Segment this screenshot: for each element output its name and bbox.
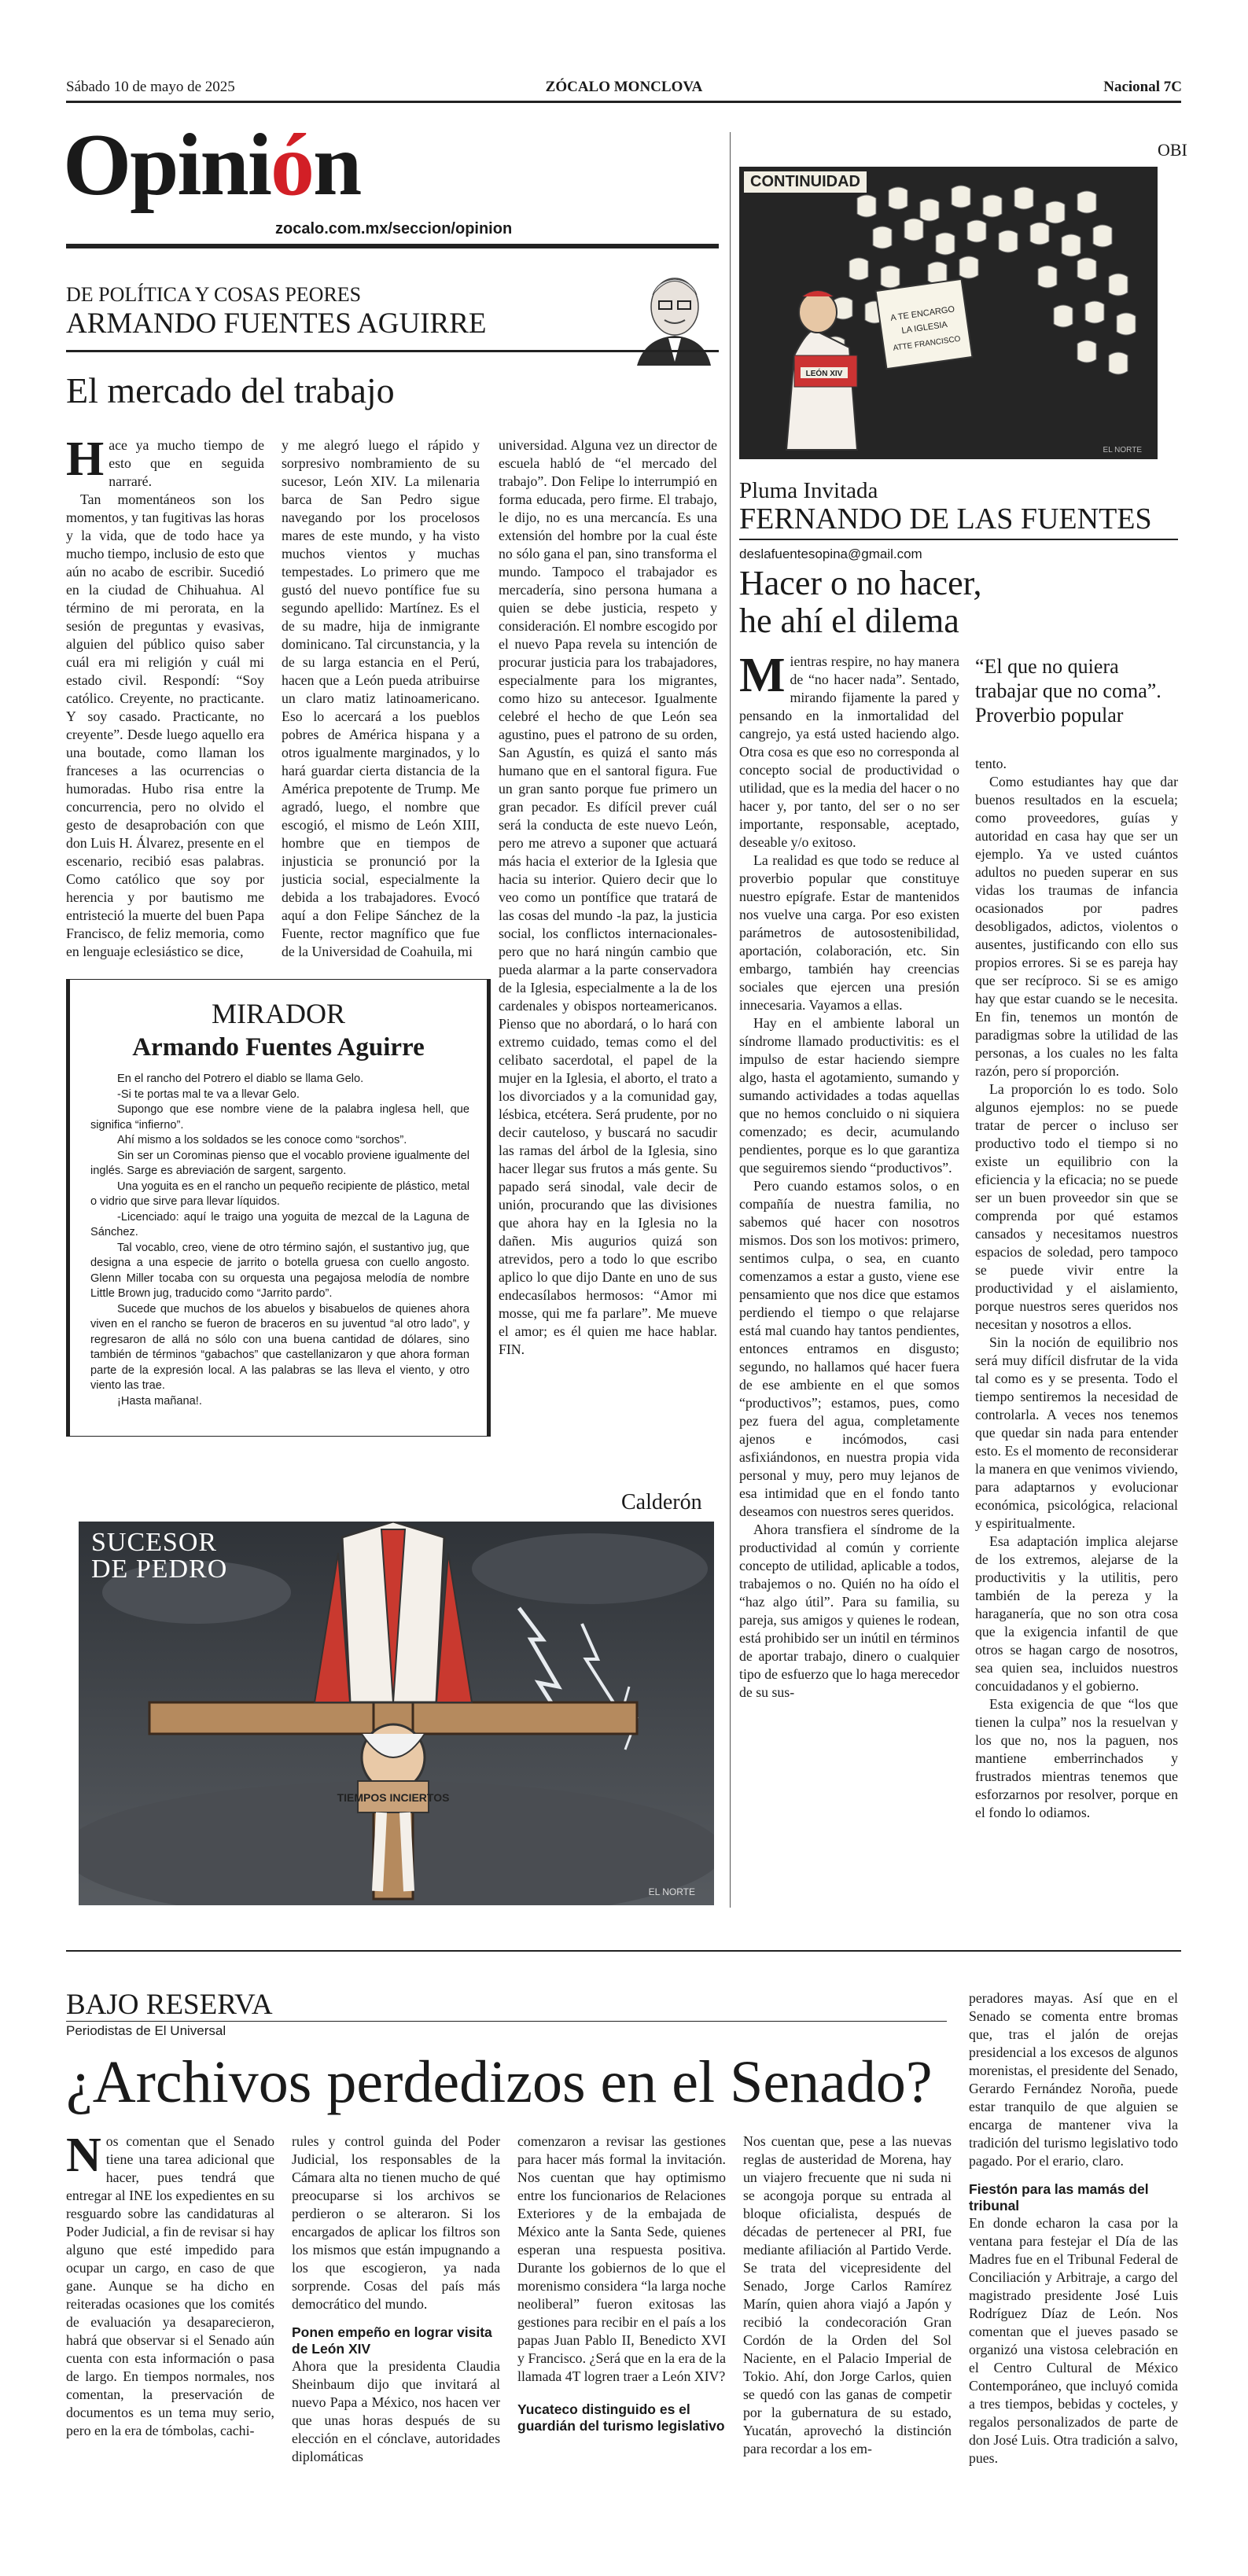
paragraph: ientras respire, no hay manera de “no hacer nada”. Sentado, mirando fijamente la pared y pensando en la inmortalidad del cangrejo, ya está usted haciendo algo. Otra cosa es que eso no corresponda al concepto social de productividad o utilidad, que es la media del hacer o no hacer y, por tanto, del ser o no ser importante, responsable, aceptado, deseable y/o exitoso.: [739, 653, 959, 850]
guest-author: FERNANDO DE LAS FUENTES: [739, 502, 1152, 535]
page-date: Sábado 10 de mayo de 2025: [66, 79, 235, 95]
pull-quote: [975, 654, 1176, 727]
cartoon-credit: EL NORTE: [648, 1886, 695, 1897]
opinion-masthead: [63, 118, 360, 212]
paragraph: Sin la noción de equilibrio nos será muy difícil disfrutar de la vida tal como es y se presenta. Todo el tiempo sentiremos la necesidad de controlarla. A veces nos tenemos que quedar sin nada para entender esto. Es el momento de reconsiderar la manera en que venimos viviendo, para adaptarnos y evolucionar económica, psicológica, relacional y espiritualmente.: [975, 1334, 1178, 1531]
masthead-text: Opini: [63, 116, 271, 214]
svg-text:LA IGLESIA: LA IGLESIA: [900, 319, 948, 336]
author-email[interactable]: deslafuentesopina@gmail.com: [739, 546, 922, 561]
cartoon-title: [91, 1529, 227, 1583]
paragraph: La proporción lo es todo. Solo algunos ejemplos: no se puede tratar de percer o incluso ser productivo todo el tiempo si no existe un equilibrio con la eficiencia y la eficacia; no se puede ser un buen proveedor sin que se comprenda por qué estamos cansados y necesitamos nuestros espacios de soledad, pero tampoco se puede vivir entre la productividad y el aislamiento, porque nuestros seres queridos nos necesitan y nosotros a ellos.: [975, 1081, 1178, 1332]
bajo-reserva-headline: ¿Archivos perdedizos en el Senado?: [66, 2049, 933, 2115]
paragraph: y me alegró luego el rápido y sorpresivo nombramiento de su sucesor, León XIV. La milenaria barca de San Pedro sigue navegando por los procelosos mares de este mundo, y ha visto muchos vientos y muchas tempestades. Lo primero que me gustó del nuevo pontífice fue su segundo apellido: Martínez. Es el de su madre, hija de inmigrante dominicano. Tal circunstancia, y la de su larga estancia en el Perú, hacen que a León pueda atribuirse un claro matiz latinoamericano. Eso lo acercará a los pueblos pobres de América hispana y a otros igualmente marginados, y lo hará guardar cierta distancia de la América prepotente de Trump. Me agradó, luego, el nombre que escogió, el mismo de León XIII, hombre que en tiempos de injusticia se pronunció por la justicia social, especialmente la debida a los trabajadores. Evocó aquí a don Felipe Sánchez de la Fuente, rector magnífico que fue de la Universidad de Coahuila, mi: [282, 437, 480, 959]
bajo-reserva-col-1: Nos comentan que el Senado tiene una tarea adicional que hacer, pues tendrá que entregar al INE los expedientes en su resguardo sobre las candidaturas al Poder Judicial, a fin de revisar si hay alguno que esté impedido para ocupar un cargo, en caso de que gane. Aunque se ha dicho en reiteradas ocasiones que los comités de evaluación ya desaparecieron, habrá que observar si el Senado aún cuenta con esta información o pasa de largo. En tiempos normales, nos comentan, la preservación de documentos es un tema muy serio, pero en la era de tómbolas, cachi-: [66, 2133, 274, 2438]
paragraph: universidad. Alguna vez un director de escuela habló de “el mercado del trabajo”. Don Felipe lo interrumpió en forma educada, pero firme. El trabajo, le dijo, no es una mercancía. Es una extensión del hombre por la cual éste no sólo gana el pan, sino transforma el mundo. Tampoco el trabajador es mercadería, sino persona humana a quien se debe justicia, respeto y consideración. El nombre escogido por el nuevo Papa revela su intención de procurar justicia para los trabajadores, especialmente para los migrantes, como hizo su antecesor. Igualmente celebré el hecho de que León sea agustino, pues el patrono de su orden, San Agustín, es quizá el santo más humano que en el santoral figura. Fue un gran santo porque fue primero un gran pecador. Es difícil prever cuál será la conducta de este nuevo León, pero me atrevo a suponer que actuará más hacia el exterior de la Iglesia que hacia su interior. Quiero decir que lo veo como un pontífice que tratará de las cosas del mundo -la paz, la justicia social, los conflictos internacionales- pero que no hará ningún cambio que pueda alarmar a la parte conservadora de la Iglesia, especialmente a la de los cardenales y obispos norteamericanos. Pienso que no abordará, o lo hará con extremo cuidado, temas como el del celibato sacerdotal, el papel de la mujer en la Iglesia, el aborto, el trato a los divorciados y a la comunidad gay, lésbica, etcétera. Será prudente, por no decir cauteloso, y buscará no sacudir las ramas del árbol de la Iglesia, sino hacer llegar sus frutos a más gente. Su papado será sinodal, vale decir de unión, procurando que las divisiones que ahora hay en la Iglesia no la dañen. Mis augurios quizá son atrevidos, pero a todo lo que escribo aplico lo que dijo Dante en uno de sus endecasílabos hermosos: “Amor mi mosse, qui me fa parlare”. Me mueve el amor; es él quien me hace hablar. FIN.: [499, 437, 717, 1357]
mirador-line: Sucede que muchos de los abuelos y bisabuelos de quienes ahora viven en el rancho se fueron de braceros en su juventud “al otro lado”, y regresaron de allá no sólo con una buena cantidad de dólares, sino también de términos “gabachos” que castellanizaron y que ahora forman parte de la expresión local. A las palabras se las lleva el viento, y otro viento las trae.: [90, 1302, 469, 1392]
obi-title: CONTINUIDAD: [744, 171, 867, 193]
mirador-line: Supongo que ese nombre viene de la palabra inglesa hell, que significa “infierno”.: [90, 1103, 469, 1132]
mirador-title: MIRADOR: [211, 998, 345, 1029]
mirador-line: ¡Hasta mañana!.: [117, 1394, 202, 1408]
bajo-reserva-kicker: BAJO RESERVA: [66, 1989, 273, 2021]
mirador-line: Tal vocablo, creo, viene de otro término sajón, el sustantivo jug, que designa a una especie de jarrito o botella gruesa con cuello angosto. Glenn Miller tocaba con su orquesta una pegajosa melodía de nombre Little Brown jug, traducido como “Jarrito pardo”.: [90, 1241, 469, 1300]
paragraph: En donde echaron la casa por la ventana para festejar el Día de las Madres fue en el Tribunal Federal de Conciliación y Arbitraje, a cargo del magistrado presidente José Luis Rodríguez Díaz de León. Nos comentan que el jueves pasado se organizó una vistosa celebración en el Centro Cultural de México Contemporáneo, que incluyó comida a tres tiempos, bebidas y cocteles, y regalos personalizados de parte de don José Luis. Otra tradición a salvo, pues.: [969, 2215, 1178, 2466]
mirador-box: [66, 979, 491, 1437]
calderon-cartoon: [79, 1522, 714, 1905]
mirador-line: En el rancho del Potrero el diablo se llama Gelo.: [117, 1073, 364, 1085]
cartoon-title-line2: DE PEDRO: [91, 1555, 228, 1584]
bajo-reserva-source: Periodistas de El Universal: [66, 2023, 226, 2038]
column-left-body-3: [499, 436, 717, 1522]
mirador-body: [70, 1062, 487, 1409]
paragraph: Esta exigencia de que “los que tienen la culpa” nos la resuelvan y los que no, nos la paguen, nos mantiene emberrinchados y frustrados mientras tenemos que esforzarnos por resolver, porque en el fondo lo odiamos.: [975, 1696, 1178, 1820]
column-kicker: DE POLÍTICA Y COSAS PEORES: [66, 283, 362, 306]
paragraph: os comentan que el Senado tiene una tarea adicional que hacer, pues tendrá que entregar al INE los expedientes en su resguardo sobre las candidaturas al Poder Judicial, a fin de revisar si hay alguno que esté impedido para ocupar un cargo, en caso de que gane. Aunque se ha dicho en reiteradas ocasiones que los comités de evaluación ya desaparecieron, habrá que observar si el Senado aún cuenta con esta información o pasa de largo. En tiempos normales, nos comentan, la preservación de documentos es un tema muy serio, pero en la era de tómbolas, cachi-: [66, 2133, 274, 2438]
paragraph: rules y control guinda del Poder Judicial, los responsables de la Cámara alta no tienen mucho de qué preocuparse si los archivos se perdieron o se alteraron. Si los encargados de aplicar los filtros son los mismos que están impugnando a los que escogieron, ya nada sorprende. Cosas del país más democrático del mundo.: [292, 2133, 500, 2312]
paragraph: Hay en el ambiente laboral un síndrome llamado productivitis: es el impulso de estar haciendo siempre algo, hasta el agotamiento, sumando y sumando actividades a todas aquellas que no hemos concluido o ni siquiera comenzado; es decir, acumulando pendientes, porque es lo que garantiza que seguiremos siendo “productivos”.: [739, 1015, 959, 1176]
publication-name: ZÓCALO MONCLOVA: [545, 79, 703, 95]
bajo-reserva-col-4: [743, 2133, 952, 2526]
svg-text:A TE ENCARGO: A TE ENCARGO: [889, 304, 955, 323]
paragraph: Ahora que la presidenta Claudia Sheinbaum dijo que invitará al nuevo Papa a México, nos hacen ver que unas horas después de su elección en el cónclave, autoridades diplomáticas: [292, 2358, 500, 2464]
section-url[interactable]: zocalo.com.mx/seccion/opinion: [275, 220, 513, 237]
cartoon-sign: TIEMPOS INCIERTOS: [337, 1791, 450, 1804]
mirador-line: Ahí mismo a los soldados se les conoce como “sorchos”.: [117, 1134, 407, 1146]
masthead-accent: ó: [270, 116, 313, 214]
guest-kicker: Pluma Invitada: [739, 478, 878, 503]
mirador-line: -Licenciado: aquí le traigo una yoguita de mezcal de la Laguna de Sánchez.: [90, 1210, 469, 1238]
obi-credit: EL NORTE: [1103, 446, 1142, 454]
mirador-line: Una yoguita es en el rancho un pequeño recipiente de plástico, metal o vidrio que sirve para llevar líquidos.: [90, 1179, 469, 1208]
obi-tag: LEÓN XIV: [805, 370, 843, 378]
bajo-reserva-col-3: [517, 2133, 726, 2526]
bajo-reserva-rule: [66, 2021, 947, 2022]
guest-author-rule: [739, 539, 1178, 540]
paragraph: Pero cuando estamos solos, o en compañía de nuestra familia, no sabemos qué hacer con nosotros mismos. Dos son los motivos: primero, sentimos culpa, o sea, en cuanto comenzamos a estar a gusto, viene ese pensamiento que nos dice que estamos perdiendo el tiempo o que relajarse está mal cuando hay tantos pendientes, entonces entramos en disgusto; segundo, no hallamos qué hacer fuera de ese ambiente en el que somos “productivos”; estamos, pues, como pez fuera del agua, completamente ajenos e incómodos, casi asfixiándonos, en nuestra propia vida personal y muy, pero muy lejanos de esa intimidad que en el fondo tanto deseamos con nuestros seres queridos.: [739, 1178, 959, 1519]
cartoon-title-line1: SUCESOR: [91, 1528, 218, 1557]
masthead-rule: [66, 244, 719, 248]
subhead: Fiestón para las mamás del tribunal: [969, 2181, 1149, 2214]
header-rule: [66, 101, 1181, 103]
pull-quote-text: “El que no quiera trabajar que no coma”.: [975, 655, 1161, 702]
paragraph: Esa adaptación implica alejarse de los extremos, alejarse de la productivitis y la utilitis, pero también de la pereza y la haraganería, que no son otra cosa que la exigencia infantil de que otros se hagan cargo de nosotros, sea quien sea, incluidos nuestros concuidadanos y el gobierno.: [975, 1533, 1178, 1694]
paragraph: Ahora transfiera el síndrome de la productividad al común y corriente concepto de utilidad, aplicable a todos, trabajemos o no. Quién no ha oído el “haz algo útil”. Para su familia, su pareja, sus amigos y quienes le rodean, está prohibido ser un inútil en términos de aportar trabajo, dinero o cualquier tipo de esfuerzo que lo haga merecedor de su sus-: [739, 1522, 959, 1700]
subhead: Yucateco distinguido es el guardián del turismo legislativo: [517, 2401, 725, 2434]
paragraph: La realidad es que todo se reduce al proverbio popular que constituye nuestro epígrafe. Estar de mantenidos nos vuelve una carga. Por eso existen parámetros de autosostenibilidad, aportación, colaboración, etc. Sin embargo, también hay creencias sociales que ejercen una presión innecesaria. Vayamos a ellas.: [739, 852, 959, 1013]
guest-column-body-1: Mientras respire, no hay manera de “no hacer nada”. Sentado, mirando fijamente la pared y pensando en la inmortalidad del cangrejo, ya está usted haciendo algo. Otra cosa es que eso no corresponda al concepto social de productividad o utilidad, que es la media del hacer o no hacer y, por tanto, del ser o no ser importante, responsable, aceptado, deseable y/o exitoso. La realidad es que todo se reduce al proverbio popular que constituye nuestro epígrafe. Estar de mantenidos nos vuelve una carga. Por eso existen parámetros de autosostenibilidad, aportación, colaboración, etc. Sin embargo, también hay creencias sociales que ejercen una presión innecesaria. Vayamos a ellas. Hay en el ambiente laboral un síndrome llamado productivitis: es el impulso de estar haciendo siempre algo, hasta el agotamiento, sumando y sumando actividades a todas aquellas que no hemos concluido o ni siquiera comenzado; es decir, acumulando pendientes, porque es lo que garantiza que seguiremos siendo “productivos”. Pero cuando estamos solos, o en compañía de nuestra familia, no sabemos qué hacer con nosotros mismos. Dos son los motivos: primero, sentimos culpa, o sea, en cuanto comenzamos a estar a gusto, viene ese pensamiento que nos dice que estamos perdiendo el tiempo o que relajarse está mal cuando hay tantos pendientes, entonces entramos en disgusto; segundo, no hallamos qué hacer fuera de ese ambiente en el que somos “productivos”; estamos, pues, como pez fuera del agua, completamente ajenos e incómodos, casi asfixiándonos, en nuestra propia vida personal y muy, pero muy lejanos de esa intimidad que en el fondo tanto deseamos con nuestros seres queridos. Ahora transfiera el síndrome de la productividad al común y corriente concepto de utilidad, aplicable a todos, trabajemos o no. Quién no ha oído el “haz algo útil”. Para su familia, su pareja, sus amigos y quienes le rodean, está prohibido ser un inútil en términos de aportar trabajo, dinero o cualquier tipo de esfuerzo que lo haga merecedor de su sus-: [739, 653, 959, 1700]
section-page: Nacional 7C: [1103, 79, 1182, 95]
obi-cartoon: [739, 167, 1158, 459]
bajo-reserva-col-5: [969, 1989, 1178, 2532]
paragraph: Nos cuentan que, pese a las nuevas reglas de austeridad de Morena, hay un viajero frecuente que ni suda ni se acongoja porque su entrada al bloque oficialista, después de décadas de pertenecer al PRI, fue mediante afiliación al Partido Verde. Se trata del vicepresidente del Senado, Jorge Carlos Ramírez Marín, quien ahora viajó a Japón y recibió la condecoración Gran Cordón de la Orden del Sol Naciente, en el Palacio Imperial de Tokio. Ahí, don Jorge Carlos, quien se quedó con las ganas de competir por la gubernatura de su estado, Yucatán, aprovechó la distinción para recordar a los em-: [743, 2133, 952, 2456]
paragraph: peradores mayas. Así que en el Senado se comenta entre bromas que, tras el jalón de orejas presidencial a los excesos de algunos morenistas, el presidente del Senado, Gerardo Fernández Noroña, puede estar tranquilo de que alguien se encarga de mantener viva la tradición del turismo legislativo todo pagado. Por el erario, claro.: [969, 1990, 1178, 2169]
masthead-text-end: n: [312, 116, 361, 214]
column-left-body-1: Hace ya mucho tiempo de esto que en seguida narraré. Tan momentáneos son los momentos, y tan fugitivas las horas y la vida, que de todo hace ya mucho tiempo, inclusio de esto que aún no acabo de escribir. Sucedió en la ciudad de Chihuahua. Al término de mi perorata, en la sesión de preguntas y evasivas, alguien del público quiso saber cuál era mi religión y cuál mi estado civil. Respondí: “Soy católico. Creyente, no practicante. Y soy casado. Practicante, no creyente”. Desde luego aquello era una boutade, como llaman los franceses a las ocurrencias o humoradas. Hubo risa entre la concurrencia, pero no olvido el gesto de desaprobación con que don Luis H. Álvarez, presente en el escenario, recibió esas palabras. Como católico que soy por herencia y por bautismo me entristeció la muerte del buen Papa Francisco, de feliz memoria, como en lenguaje eclesiástico se dice,: [66, 436, 264, 959]
mirador-line: -Si te portas mal te va a llevar Gelo.: [117, 1087, 300, 1101]
paragraph: Como estudiantes hay que dar buenos resultados en la escuela; como proveedores, guías y autoridad en casa hay que ser un ejemplo. Ya ve usted cuántos adultos no pueden superar en sus vidas los traumas de infancia ocasionados por padres desobligados, adictos, violentos o ausentes, justificando con ello sus propios errores. Si se es pareja hay que ser recíproco. Si se es amigo hay que estar cuando se le necesita. En fin, tenemos un montón de paradigmas sobre la utilidad de las personas, a los cuales no les falta razón, pero sí proporción.: [975, 774, 1178, 1079]
paragraph: tento.: [975, 756, 1007, 771]
column-left-body-2: [282, 436, 480, 979]
svg-text:ATTE FRANCISCO: ATTE FRANCISCO: [892, 334, 962, 353]
paragraph: Tan momentáneos son los momentos, y tan fugitivas las horas y la vida, que de todo hace ya mucho tiempo, inclusio de esto que aún no acabo de escribir. Sucedió en la ciudad de Chihuahua. Al término de mi perorata, en la sesión de preguntas y evasivas, alguien del público quiso saber cuál era mi religión y cuál mi estado civil. Respondí: “Soy católico. Creyente, no practicante. Y soy casado. Practicante, no creyente”. Desde luego aquello era una boutade, como llaman los franceses a las ocurrencias o humoradas. Hubo risa entre la concurrencia, pero no olvido el gesto de desaprobación con que don Luis H. Álvarez, presente en el escenario, recibió esas palabras. Como católico que soy por herencia y por bautismo me entristeció la muerte del buen Papa Francisco, de feliz memoria, como en lenguaje eclesiástico se dice,: [66, 491, 264, 959]
author-rule: [66, 350, 719, 352]
guest-column-body-2: [975, 755, 1178, 1887]
guest-headline: Hacer o no hacer, he ahí el dilema: [739, 564, 982, 640]
subhead: Ponen empeño en lograr visita de León XIV: [292, 2324, 492, 2357]
obi-label: OBI: [1158, 140, 1187, 160]
column-author: ARMANDO FUENTES AGUIRRE: [66, 307, 487, 340]
mirador-author: Armando Fuentes Aguirre: [132, 1033, 425, 1062]
pull-quote-source: Proverbio popular: [975, 704, 1124, 727]
mirador-line: Sin ser un Corominas pienso que el vocablo proviene igualmente del inglés. Sarge es abreviación de sargent, sargento.: [90, 1149, 469, 1177]
bajo-reserva-col-2: [292, 2133, 500, 2526]
paragraph: ace ya mucho tiempo de esto que en seguida narraré.: [109, 437, 264, 489]
column-divider: [730, 132, 731, 1908]
paragraph: comenzaron a revisar las gestiones para hacer más formal la invitación. Nos cuentan que hay optimismo entre los funcionarios de Relaciones Exteriores y de la embajada de México ante la Santa Sede, quienes esperan una respuesta positiva. Durante los gobiernos de lo que el morenismo considera “la larga noche neoliberal” fueron exitosas las gestiones para recibir en el país a los papas Juan Pablo II, Benedicto XVI y Francisco. ¿Será que en la era de la llamada 4T logren traer a León XIV?: [517, 2133, 726, 2384]
column-headline: El mercado del trabajo: [66, 370, 395, 410]
section-divider: [66, 1950, 1181, 1952]
cartoonist-name: Calderón: [621, 1490, 702, 1514]
